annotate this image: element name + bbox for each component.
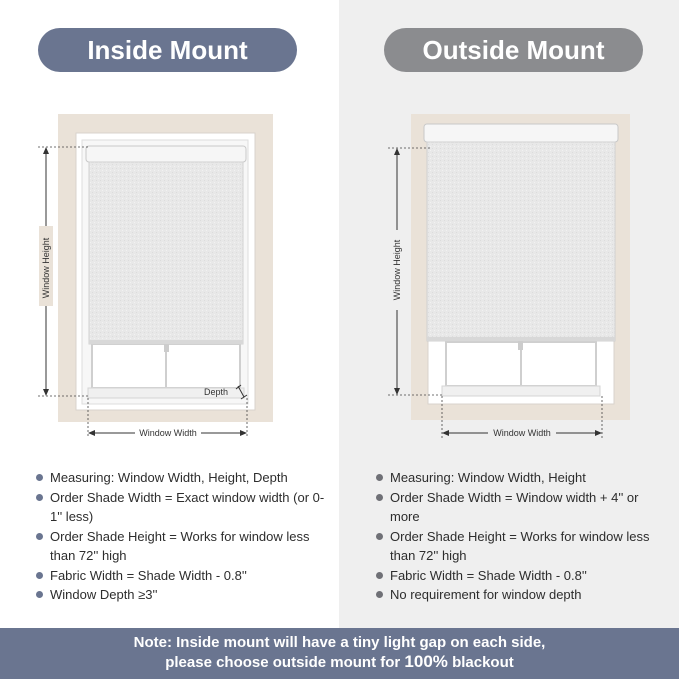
- blackout-note: [0, 628, 679, 679]
- outside-headrail: [424, 124, 618, 142]
- inside-width-label: Window Width: [139, 428, 197, 438]
- inside-height-label: Window Height: [41, 237, 51, 299]
- inside-bullet-4: Fabric Width = Shade Width - 0.8'': [36, 566, 326, 586]
- outside-mount-title: Outside Mount: [384, 28, 643, 72]
- note-line-2: [0, 652, 679, 672]
- inside-bullet-2: Order Shade Width = Exact window width (or 0-1'' less): [36, 488, 326, 527]
- inside-depth-label: Depth: [203, 387, 229, 397]
- inside-headrail: [86, 146, 246, 162]
- note-line-2-prefix: please choose outside mount for: [165, 654, 405, 671]
- inside-bullet-5: Window Depth ≥3'': [36, 585, 326, 605]
- note-emphasis: 100%: [404, 652, 448, 671]
- outside-bullet-5: No requirement for window depth: [376, 585, 666, 605]
- inside-shade-fabric: [89, 162, 243, 344]
- outside-height-label: Window Height: [392, 239, 402, 301]
- outside-bullet-1: Measuring: Window Width, Height: [376, 468, 666, 488]
- outside-bullet-3: Order Shade Height = Works for window less than 72'' high: [376, 527, 666, 566]
- inside-bullet-3: Order Shade Height = Works for window less than 72'' high: [36, 527, 326, 566]
- inside-mount-title: Inside Mount: [38, 28, 297, 72]
- inside-bullet-1: Measuring: Window Width, Height, Depth: [36, 468, 326, 488]
- note-line-2-suffix: blackout: [447, 654, 514, 671]
- outside-width-label: Window Width: [493, 428, 551, 438]
- outside-shade-fabric: [427, 142, 615, 341]
- outside-bullet-2: Order Shade Width = Window width + 4'' or more: [376, 488, 666, 527]
- inside-mount-bullets: [36, 468, 326, 605]
- outside-mount-bullets: [376, 468, 666, 605]
- note-line-1: Note: Inside mount will have a tiny light gap on each side,: [133, 634, 546, 651]
- outside-bullet-4: Fabric Width = Shade Width - 0.8'': [376, 566, 666, 586]
